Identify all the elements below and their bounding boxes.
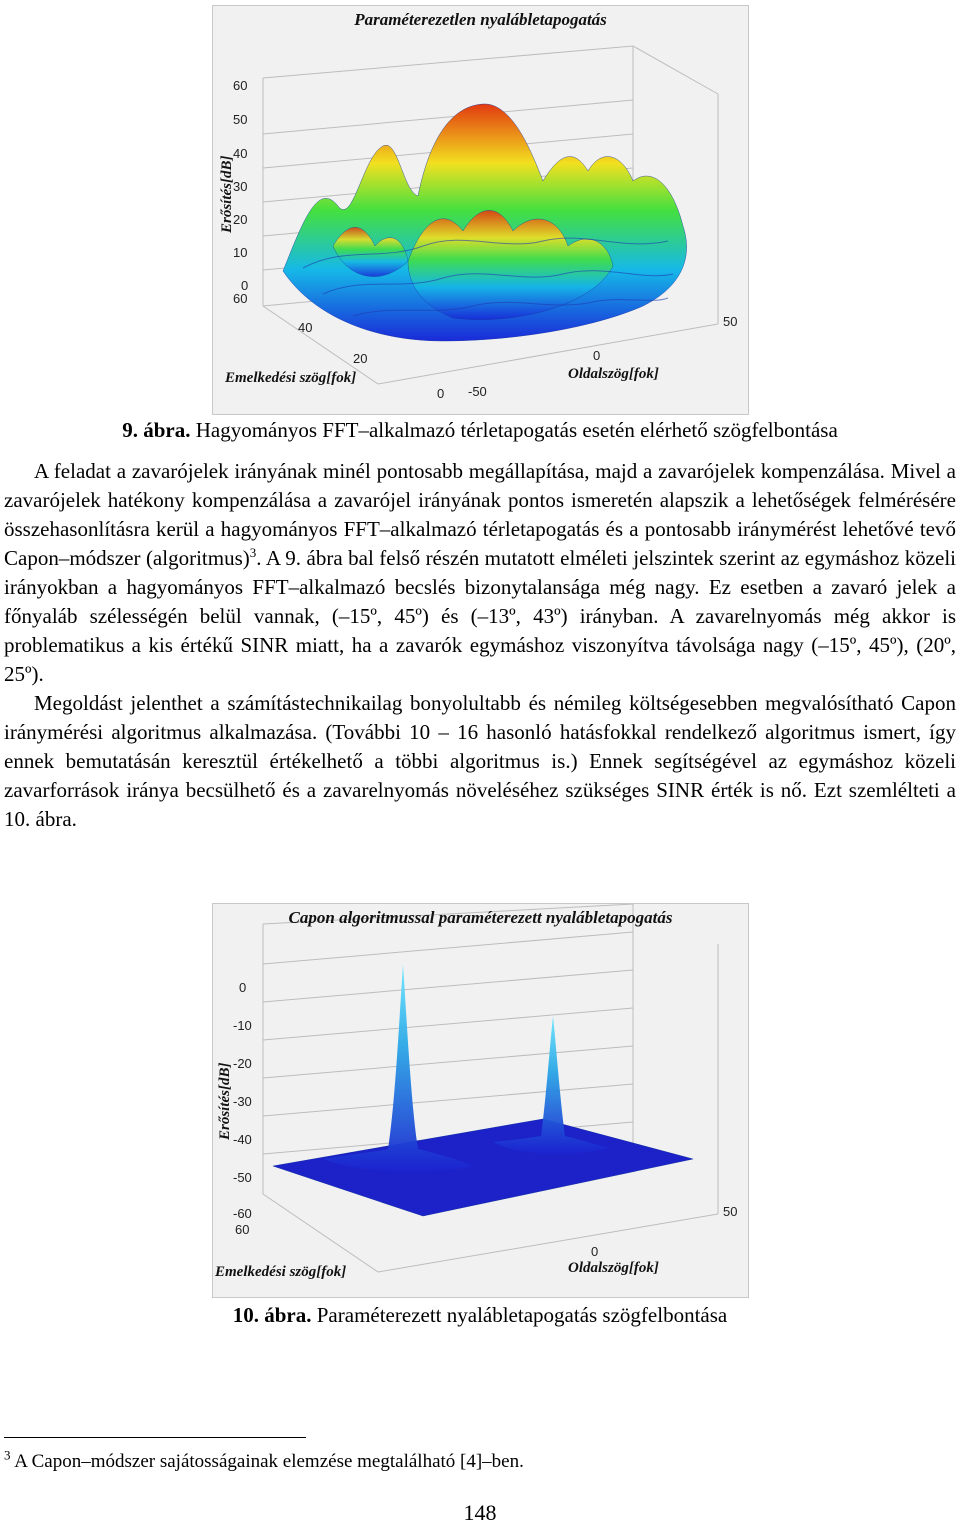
figure-9 — [212, 5, 749, 415]
figure-9-plot — [213, 6, 748, 414]
paragraph-1-part-1: A feladat a zavarójelek irányának minél pontosabb megállapítása, majd a zavarójelek kompenzálása. Mivel a zavarójelek hatékony kompenzálása a zavarójel irányának pontos ismeretén alapszik a lehetőségek felmérésére összehasonlításra kerül a hagyományos FFT–alkalmazó térletapogatás és a pontosabb iránymérést lehetővé tevő Capon–módszer (algoritmus) — [4, 459, 956, 570]
side-tick-label: 0 — [593, 348, 601, 363]
paragraph-2: Megoldást jelenthet a számítástechnikailag bonyolultabb és némileg költségesebben megvalósítható Capon iránymérési algoritmus alkalmazása. (További 10 – 16 hasonló hatásfokkal rendelkező algoritmus ismert, így ennek bemutatásán keresztül értékelhető a többi algoritmus is.) Ennek segítségével az egymáshoz közeli zavarforrások iránya becsülhető és a zavarelnyomás növeléséhez szükséges SINR érték is nő. Ezt szemlélteti a 10. ábra. — [4, 691, 956, 831]
figure-10-title: Capon algoritmussal paraméterezett nyalábletapogatás — [288, 908, 673, 927]
figure-9-title: Paraméterezetlen nyalábletapogatás — [354, 10, 607, 29]
figure-10-caption-text: Paraméterezett nyalábletapogatás szögfelbontása — [311, 1303, 728, 1327]
y-tick-label: -30 — [233, 1094, 252, 1109]
y-tick-label: 10 — [233, 245, 248, 260]
figure-10-z-axis-label: Oldalszög[fok] — [568, 1260, 659, 1276]
figure-10-y-axis-label: Erősítés[dB] — [217, 1062, 233, 1140]
y-tick-label: -60 — [233, 1206, 252, 1221]
y-tick-label: 0 — [239, 980, 247, 995]
side-tick-label: 0 — [591, 1244, 599, 1259]
side-tick-label: 50 — [723, 314, 738, 329]
figure-9-caption-text: Hagyományos FFT–alkalmazó térletapogatás esetén elérhető szögfelbontása — [190, 418, 838, 442]
side-tick-label: 50 — [723, 1204, 738, 1219]
footnote-text: A Capon–módszer sajátosságainak elemzése megtalálható [4]–ben. — [10, 1451, 524, 1472]
y-tick-label: 0 — [241, 278, 249, 293]
figure-9-z-axis-label: Oldalszög[fok] — [568, 366, 659, 382]
elevation-tick-label: 40 — [298, 320, 313, 335]
y-tick-label: 50 — [233, 112, 248, 127]
y-tick-label: 20 — [233, 212, 248, 227]
side-tick-label: -50 — [468, 384, 487, 399]
figure-10-plot — [213, 904, 748, 1297]
paragraph-1-part-2: . A 9. ábra bal felső részén mutatott elméleti jelszintek szerint az egymáshoz közeli irányokban a hagyományos FFT–alkalmazó becslés bizonytalansága még nagy. Ez esetben a zavaró jelek a főnyaláb szélességén belül vannak, (–15º, 45º) és (–13º, 43º) irányban. A zavarelnyomás még akkor is problematikus a kis értékű SINR miatt, ha a zavarók egymáshoz viszonyítva távolsága nagy (–15º, 45º), (20º, 25º). — [4, 546, 957, 686]
figure-10-surface — [273, 964, 693, 1216]
y-tick-label: -10 — [233, 1018, 252, 1033]
elevation-tick-label: 20 — [353, 351, 368, 366]
footnote-mark: 3 — [4, 1447, 11, 1463]
y-tick-label: 40 — [233, 146, 248, 161]
y-tick-label: -20 — [233, 1056, 252, 1071]
page-number: 148 — [463, 1500, 497, 1525]
figure-9-caption — [0, 417, 960, 443]
y-tick-label: -40 — [233, 1132, 252, 1147]
footnote — [4, 1447, 524, 1474]
y-tick-label: -50 — [233, 1170, 252, 1185]
figure-10-axes-box — [263, 904, 718, 1272]
paragraph-1 — [4, 457, 956, 689]
figure-10-x-axis-label: Emelkedési szög[fok] — [215, 1264, 347, 1280]
figure-9-y-axis-label: Erősítés[dB] — [219, 155, 235, 233]
figure-9-surface — [283, 104, 687, 341]
figure-10 — [212, 903, 749, 1298]
elevation-tick-label: 0 — [437, 386, 445, 401]
figure-10-caption-number: 10. ábra. — [232, 1303, 312, 1327]
figure-9-x-axis-label: Emelkedési szög[fok] — [225, 370, 357, 386]
elevation-tick-label: 60 — [235, 1222, 250, 1237]
footnote-divider — [4, 1437, 306, 1438]
y-tick-label: 60 — [233, 78, 248, 93]
y-tick-label: 30 — [233, 179, 248, 194]
elevation-tick-label: 60 — [233, 291, 248, 306]
body-text — [4, 457, 956, 834]
figure-10-caption — [0, 1302, 960, 1328]
footnote-reference: 3 — [249, 545, 257, 560]
figure-9-caption-number: 9. ábra. — [122, 418, 191, 442]
